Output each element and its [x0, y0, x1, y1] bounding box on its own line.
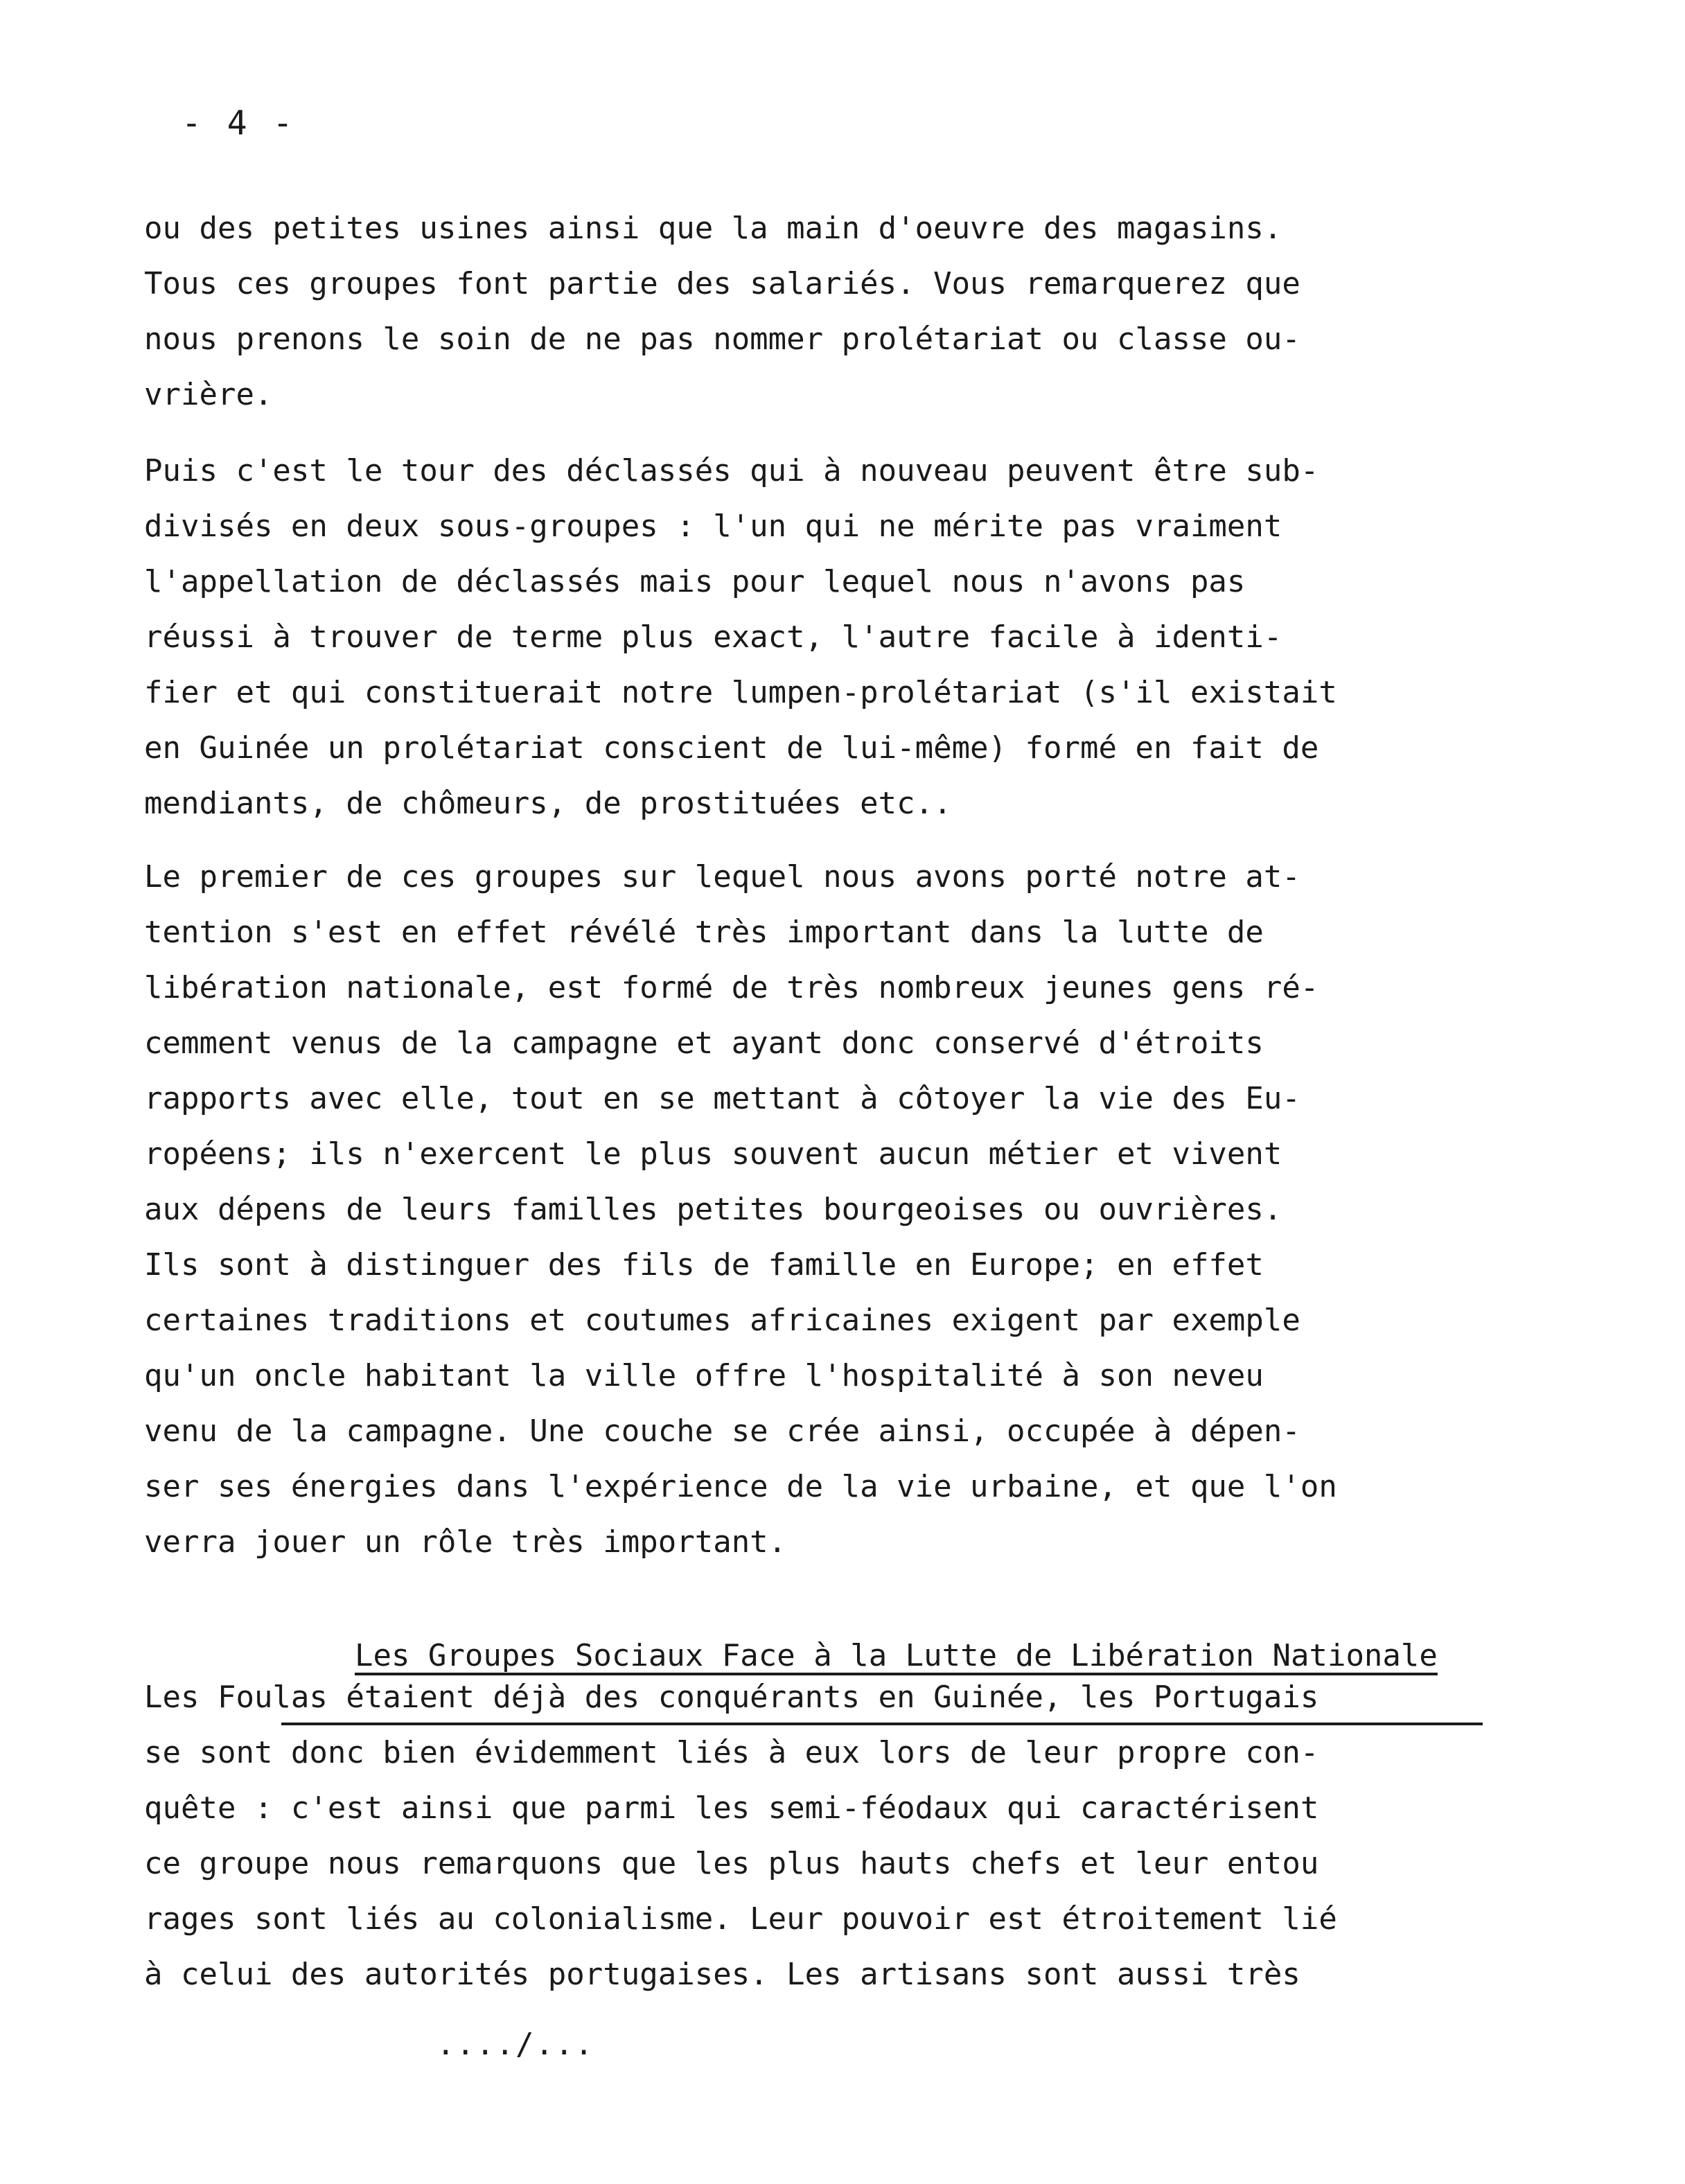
paragraph-2-line-6: en Guinée un prolétariat conscient de lui-même) formé en fait de	[144, 730, 1319, 766]
paragraph-3-line-4: cemment venus de la campagne et ayant donc conservé d'étroits	[144, 1025, 1264, 1061]
section-paragraph-line-5: rages sont liés au colonialisme. Leur pouvoir est étroitement lié	[144, 1901, 1337, 1937]
section-paragraph-line-6: à celui des autorités portugaises. Les artisans sont aussi très	[144, 1957, 1300, 1992]
paragraph-3-line-12: ser ses énergies dans l'expérience de la vie urbaine, et que l'on	[144, 1469, 1337, 1504]
paragraph-2-line-2: divisés en deux sous-groupes : l'un qui ne mérite pas vraiment	[144, 509, 1282, 544]
paragraph-3-line-3: libération nationale, est formé de très nombreux jeunes gens ré-	[144, 970, 1319, 1005]
paragraph-3-line-7: aux dépens de leurs familles petites bourgeoises ou ouvrières.	[144, 1192, 1282, 1227]
paragraph-2-line-7: mendiants, de chômeurs, de prostituées etc..	[144, 786, 952, 821]
page-number: - 4 -	[182, 104, 296, 143]
paragraph-3-line-11: venu de la campagne. Une couche se crée ainsi, occupée à dépen-	[144, 1414, 1300, 1449]
paragraph-2-line-5: fier et qui constituerait notre lumpen-prolétariat (s'il existait	[144, 675, 1337, 710]
paragraph-3-line-8: Ils sont à distinguer des fils de famille en Europe; en effet	[144, 1247, 1264, 1283]
section-paragraph-line-4: ce groupe nous remarquons que les plus hauts chefs et leur entou	[144, 1846, 1319, 1881]
paragraph-2-line-3: l'appellation de déclassés mais pour lequel nous n'avons pas	[144, 564, 1246, 599]
paragraph-2-line-1: Puis c'est le tour des déclassés qui à nouveau peuvent être sub-	[144, 453, 1319, 488]
section-paragraph-line-2: se sont donc bien évidemment liés à eux lors de leur propre con-	[144, 1735, 1319, 1770]
paragraph-1-line-3: nous prenons le soin de ne pas nommer prolétariat ou classe ou-	[144, 322, 1300, 357]
section-paragraph-line-3: quête : c'est ainsi que parmi les semi-féodaux qui caractérisent	[144, 1790, 1319, 1826]
section-heading-text: Les Groupes Sociaux Face à la Lutte de Libération Nationale	[354, 1638, 1438, 1673]
paragraph-3-line-6: ropéens; ils n'exercent le plus souvent aucun métier et vivent	[144, 1136, 1282, 1172]
paragraph-3-line-13: verra jouer un rôle très important.	[144, 1524, 787, 1560]
paragraph-3-line-1: Le premier de ces groupes sur lequel nous avons porté notre at-	[144, 859, 1300, 895]
paragraph-1-line-4: vrière.	[144, 377, 273, 412]
paragraph-2-line-4: réussi à trouver de terme plus exact, l'autre facile à identi-	[144, 619, 1282, 655]
paragraph-1-line-2: Tous ces groupes font partie des salariés. Vous remarquerez que	[144, 266, 1300, 301]
paragraph-3-line-10: qu'un oncle habitant la ville offre l'hospitalité à son neveu	[144, 1358, 1264, 1393]
paragraph-1-line-1: ou des petites usines ainsi que la main d'oeuvre des magasins.	[144, 211, 1282, 246]
section-paragraph-line-1: Les Foulas étaient déjà des conquérants en Guinée, les Portugais	[144, 1680, 1319, 1715]
continuation-mark: ..../...	[436, 2027, 594, 2062]
paragraph-3-line-5: rapports avec elle, tout en se mettant à côtoyer la vie des Eu-	[144, 1081, 1300, 1116]
paragraph-3-line-2: tention s'est en effet révélé très important dans la lutte de	[144, 915, 1264, 950]
paragraph-3-line-9: certaines traditions et coutumes africaines exigent par exemple	[144, 1303, 1300, 1338]
